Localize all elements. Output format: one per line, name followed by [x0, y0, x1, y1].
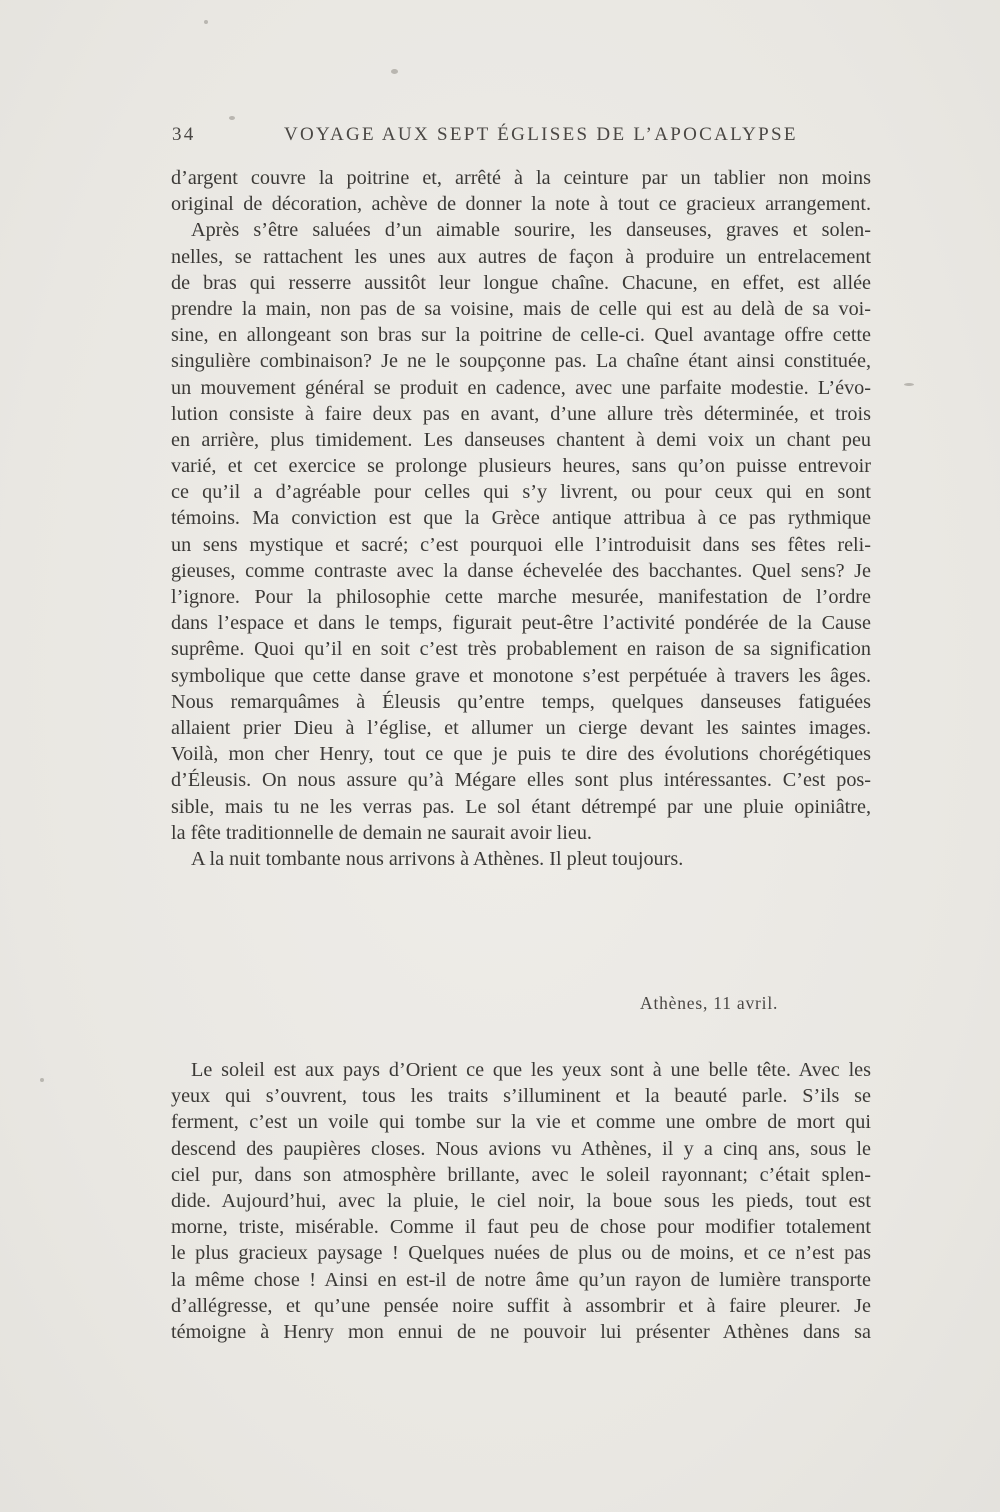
dateline: Athènes, 11 avril.: [640, 993, 779, 1013]
text-line: ce qu’il a d’agréable pour celles qui s’y livrent, ou pour ceux qui en sont: [171, 481, 871, 504]
text-line: descend des paupières closes. Nous avions vu Athènes, il y a cinq ans, sous le: [171, 1137, 871, 1160]
text-line: d’argent couvre la poitrine et, arrêté à la ceinture par un tablier non moins: [171, 167, 871, 189]
text-line: la fête traditionnelle de demain ne saurait avoir lieu.: [171, 821, 592, 844]
text-line: yeux qui s’ouvrent, tous les traits s’illuminent et la beauté parle. S’ils se: [171, 1085, 871, 1108]
body-text-section-1: [171, 165, 871, 872]
text-line: d’Éleusis. On nous assure qu’à Mégare elles sont plus intéressantes. C’est pos-: [171, 769, 871, 792]
page-number: 34: [172, 124, 196, 145]
text-line: Nous remarquâmes à Éleusis qu’entre temps, quelques danseuses fatiguées: [171, 690, 871, 713]
text-line: Le soleil est aux pays d’Orient ce que les yeux sont à une belle tête. Avec les: [191, 1059, 871, 1081]
text-line: dans l’espace et dans le temps, figurait peut-être l’activité pondérée de la Cause: [171, 612, 871, 635]
paper-speck: [40, 1078, 44, 1082]
text-line: sine, en allongeant son bras sur la poitrine de celle-ci. Quel avantage offre cette: [171, 324, 871, 347]
paper-speck: [204, 20, 208, 24]
text-line: en arrière, plus timidement. Les danseuses chantent à demi voix un chant peu: [171, 428, 871, 451]
text-line: A la nuit tombante nous arrivons à Athènes. Il pleut toujours.: [191, 847, 684, 870]
text-line: d’allégresse, et qu’une pensée noire suffit à assombrir et à faire pleurer. Je: [171, 1294, 871, 1317]
text-line: dide. Aujourd’hui, avec la pluie, le ciel noir, la boue sous les pieds, tout est: [171, 1189, 871, 1212]
text-line: original de décoration, achève de donner la note à tout ce gracieux arrangement.: [171, 193, 871, 216]
text-line: suprême. Quoi qu’il en soit c’est très probablement en raison de sa signification: [171, 638, 871, 661]
paper-speck: [229, 116, 235, 120]
text-line: allaient prier Dieu à l’église, et allumer un cierge devant les saintes images.: [171, 716, 871, 739]
text-line: de bras qui resserre aussitôt leur longue chaîne. Chacune, en effet, est allée: [171, 271, 871, 294]
text-line: gieuses, comme contraste avec la danse échevelée des bacchantes. Quel sens? Je: [171, 559, 871, 582]
paper-speck: [904, 383, 914, 386]
text-line: ferment, c’est un voile qui tombe sur la vie et comme une ombre de mort qui: [171, 1111, 871, 1134]
text-line: singulière combinaison? Je ne le soupçonne pas. La chaîne étant ainsi constituée,: [171, 350, 871, 373]
text-line: le plus gracieux paysage ! Quelques nuées de plus ou de moins, et ce n’est pas: [171, 1242, 871, 1265]
text-line: la même chose ! Ainsi en est-il de notre âme qu’un rayon de lumière transporte: [171, 1268, 871, 1291]
body-text-section-2: [171, 1057, 871, 1345]
text-line: nelles, se rattachent les unes aux autres de façon à produire un entrelacement: [171, 245, 871, 268]
paper-speck: [391, 69, 398, 74]
text-line: lution consiste à faire deux pas en avant, d’une allure très déterminée, et trois: [171, 402, 871, 425]
text-line: témoins. Ma conviction est que la Grèce antique attribua à ce pas rythmique: [171, 507, 871, 530]
text-line: témoigne à Henry mon ennui de ne pouvoir lui présenter Athènes dans sa: [171, 1320, 871, 1343]
text-line: prendre la main, non pas de sa voisine, mais de celle qui est au delà de sa voi-: [171, 297, 871, 320]
text-line: l’ignore. Pour la philosophie cette marche mesurée, manifestation de l’ordre: [171, 586, 871, 608]
running-title: VOYAGE AUX SEPT ÉGLISES DE L’APOCALYPSE: [284, 124, 798, 145]
running-head: [172, 124, 872, 152]
text-line: morne, triste, misérable. Comme il faut peu de chose pour modifier totalement: [171, 1216, 871, 1239]
text-line: varié, et cet exercice se prolonge plusieurs heures, sans qu’on puisse entrevoir: [171, 455, 871, 478]
text-line: sible, mais tu ne les verras pas. Le sol étant détrempé par une pluie opiniâtre,: [171, 795, 871, 818]
text-line: Voilà, mon cher Henry, tout ce que je puis te dire des évolutions chorégétiques: [171, 743, 871, 766]
text-line: Après s’être saluées d’un aimable sourire, les danseuses, graves et solen-: [191, 219, 871, 242]
text-line: symbolique que cette danse grave et monotone s’est perpétuée à travers les âges.: [171, 664, 871, 687]
text-line: un sens mystique et sacré; c’est pourquoi elle l’introduisit dans ses fêtes reli-: [171, 533, 871, 556]
text-line: ciel pur, dans son atmosphère brillante, avec le soleil rayonnant; c’était splen-: [171, 1163, 871, 1186]
text-line: un mouvement général se produit en cadence, avec une parfaite modestie. L’évo-: [171, 376, 871, 399]
